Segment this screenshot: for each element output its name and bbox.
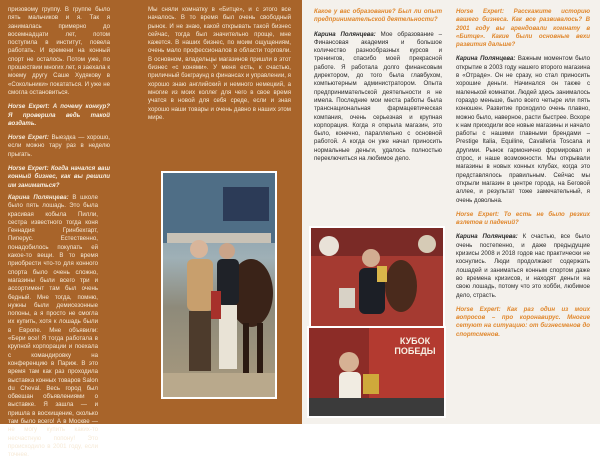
horse-show-photo-illustration [163, 173, 275, 397]
answer-business-start: Карина Полянцева: В школе было пять лошадь. Это была красивая кобыла Пилли, сестра известного тогда коня Геннадия Гринбехгарт, Пиперус. Естественно, понадобилось покупать ей какое-то вещи. В то время приобрести что-то для конного спорта было очень сложно, магазины были всего три и ассортимент там был очень бедный. Мне тогда, помню, нужны были демисезонные попоны, а я просто не смогла их купить, хотя к лошадь были в Европе. Мне объявили: «Бери все! Я тогда работала в крупной корпорации и поехала с командировку на конференцию в Париж. В это время там как раз проходила выставка конных товаров Salon du Cheval. Весь город был обвешан объявлениями о выставке. Я зашла — и пришла в восхищение, сколько там было всего! А в Москве — не могу купить каких-то несчастную попону! Это происходило в 2001 году, если точнее. [8, 194, 98, 459]
rider-trophy-photo-illustration [311, 228, 443, 330]
question-ups-and-downs: Horse Expert: То есть не было резких взлетов и падений? [456, 210, 590, 227]
question-business-start: Horse Expert: Когда начался ваш конный бизнес, как вы решили им заниматься? [8, 165, 110, 189]
left-column-2 [148, 6, 291, 128]
question-why-jumping: Horse Expert: А почему конкур? Я проверила ведь такой воздать. [8, 103, 110, 127]
intro-paragraph: призовому группу. В группе было пять мальчиков и я. Так я занималась примерно до восемнадцати лет, потом поступила в институт, повела работать. И времени на конный спорт не осталось. Потом уже, по прошествии многих лет, я заехала к моему другу Саше Худякову в «Сокольники» покататься. И уже не смогла остановиться. [8, 6, 110, 96]
left-column-3 [8, 194, 98, 466]
right-column-1 [314, 8, 442, 169]
banner-text: КУБОК ПОБЕДЫ [394, 336, 436, 356]
question-education: Какое у вас образование? Был ли опыт предпринимательской деятельности? [314, 8, 442, 24]
answer-business-history: Карина Полянцева: Важным моментом было открытие в 2003 году нашего второго магазина в «Отраде». Он не сразу, но стал приносить хорошие деньги. Начинался он также с маленькой комнатки. Людей здесь занималось гораздо меньше, было всего четыре или пять конюшен. Развитие проходило очень плавно, можно было, наверное, расти быстрее. Вскоре к нам приходили все новые магазины и начало работы с нашими главными брендами – Prestige Italia, Equiline, Cavalleria Toscana и другими. Рынок гармонично формировал и спрос, и наше возможности. Мы открывали магазины в новых конных клубах, когда это представлялось правильным. Сейчас мы открыли магазин в центре города, на Беговой аллее, и результат тоже замечательный, я очень довольна. [456, 55, 591, 204]
answer-ups-and-downs: Карина Полянцева: К счастью, все было очень постепенно, и даже предыдущие кризисы 2008 и 2018 годов нас практически не коснулись. Люди продолжают содержать лошадей и заниматься конным спортом даже во времена кризисов, и находят деньги на свою лошадь, потому что это хобби, любимое дело, страсть. [456, 233, 591, 299]
question-coronavirus: Horse Expert: Как раз один из моих вопросов – про коронавирус. Многие сетуют на ситуацию: от бизнесменов до спортсменов. [456, 305, 590, 338]
right-column-2 [456, 8, 590, 345]
left-column-1 [8, 6, 110, 196]
answer-education: Карина Полянцева: Мое образование – Финансовая академия и большое количество разнообразных курсов и тренингов, спасибо моей прекрасной работе. Я работала долго финансовым директором, до того была главбухом, компьютерным администратором. Опыта предпринимательской деятельности я не имела. Последние мои места работы была транснациональная фармацевтическая компания, очень серьезная и крупная корпорация. Когда я открыла магазин, это было, конечно, параллельно с основной работой. А когда он уже начал приносить нормальные деньги, удалось полностью переключиться на любимое дело. [314, 30, 443, 163]
question-business-history: Horse Expert: Расскажите историю вашего бизнеса. Как все развивалось? В 2001 году вы арендовали комнату в «Битце». Какие были основные вехи развития дальше? [456, 8, 590, 49]
rider-trophy-photo [309, 226, 445, 332]
left-page [0, 0, 302, 459]
right-page [302, 0, 600, 424]
cup-ceremony-illustration [309, 328, 444, 416]
answer-why-jumping: Horse Expert: Выездка — хорошо, если можно тару раз в неделю прыгать. [8, 134, 110, 158]
cup-ceremony-photo [307, 326, 446, 418]
horse-show-photo [161, 171, 277, 399]
left-column-2-paragraph: Мы сняли комнатку в «Битце», и с этого все началось. В то время был очень свободный рынок. И не знаю, какой открывать такой бизнес сейчас, тогда был значительно проще, мне кажется. В наших бизнес, по моим ощущениям, очень мало профессионалов в области торговли. В основном, владельцы магазинов пришли в этот бизнес «с конями». У меня есть, к счастью, приличный бэкграунд в финансах и управлении, я хорошо знаю английский и немного немецкий, а многие из моих коллег для чего в свое время учатся в новой для себя среде, если и зная хорошо наши товары и очень давно в наших этом мире. [148, 6, 291, 121]
